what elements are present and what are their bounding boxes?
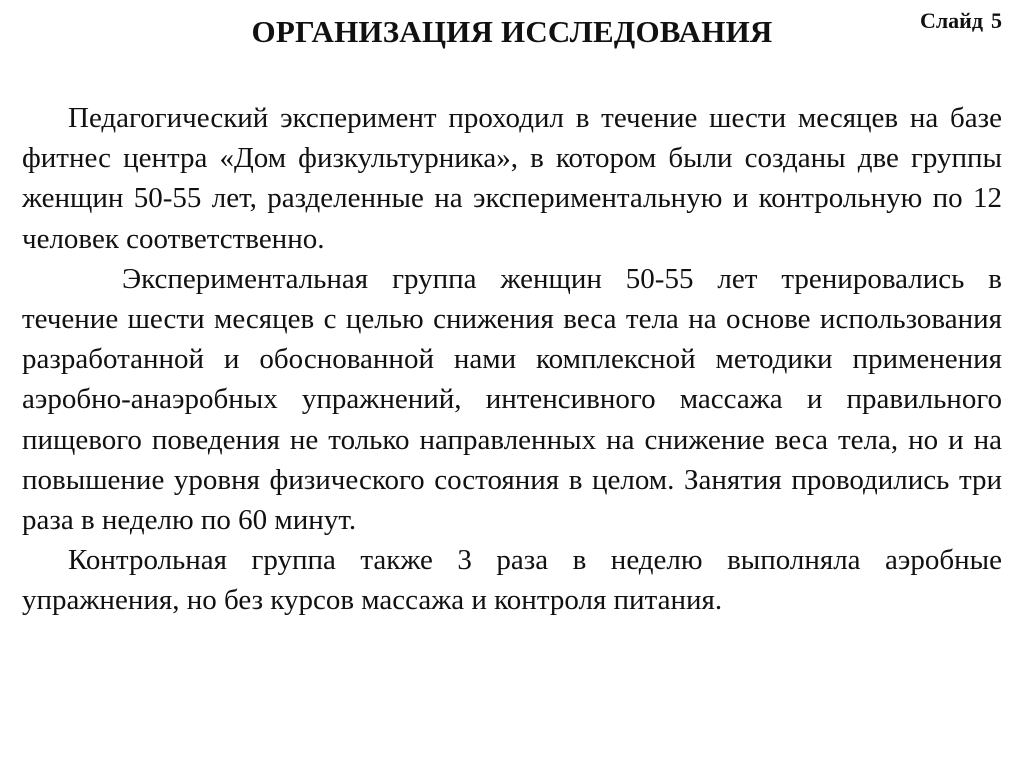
paragraph-experimental-group: Экспериментальная группа женщин 50-55 лет тренировались в течение шести месяцев с целью снижения веса тела на основе использования разработанной и обоснованной нами комплексной методики применения аэробно-анаэробных упражнений, интенсивного массажа и правильного пищевого поведения не только направленных на снижение веса тела, но и на повышение уровня физического состояния в целом. Занятия проводились три раза в неделю по 60 минут. <box>22 262 1002 537</box>
paragraph-experiment-overview: Педагогический эксперимент проходил в течение шести месяцев на базе фитнес центра «Дом физкультурника», в котором были созданы две группы женщин 50-55 лет, разделенные на экспериментальную и контрольную по 12 человек соответственно. <box>22 102 1002 255</box>
slide-number <box>920 8 1002 34</box>
slide-number-value: 5 <box>991 8 1002 33</box>
slide-number-label: Слайд <box>919 8 983 33</box>
slide-title: ОРГАНИЗАЦИЯ ИССЛЕДОВАНИЯ <box>251 14 773 49</box>
slide-body <box>22 98 1002 621</box>
paragraph-control-group: Контрольная группа также 3 раза в неделю выполняла аэробные упражнения, но без курсов массажа и контроля питания. <box>22 544 1002 617</box>
